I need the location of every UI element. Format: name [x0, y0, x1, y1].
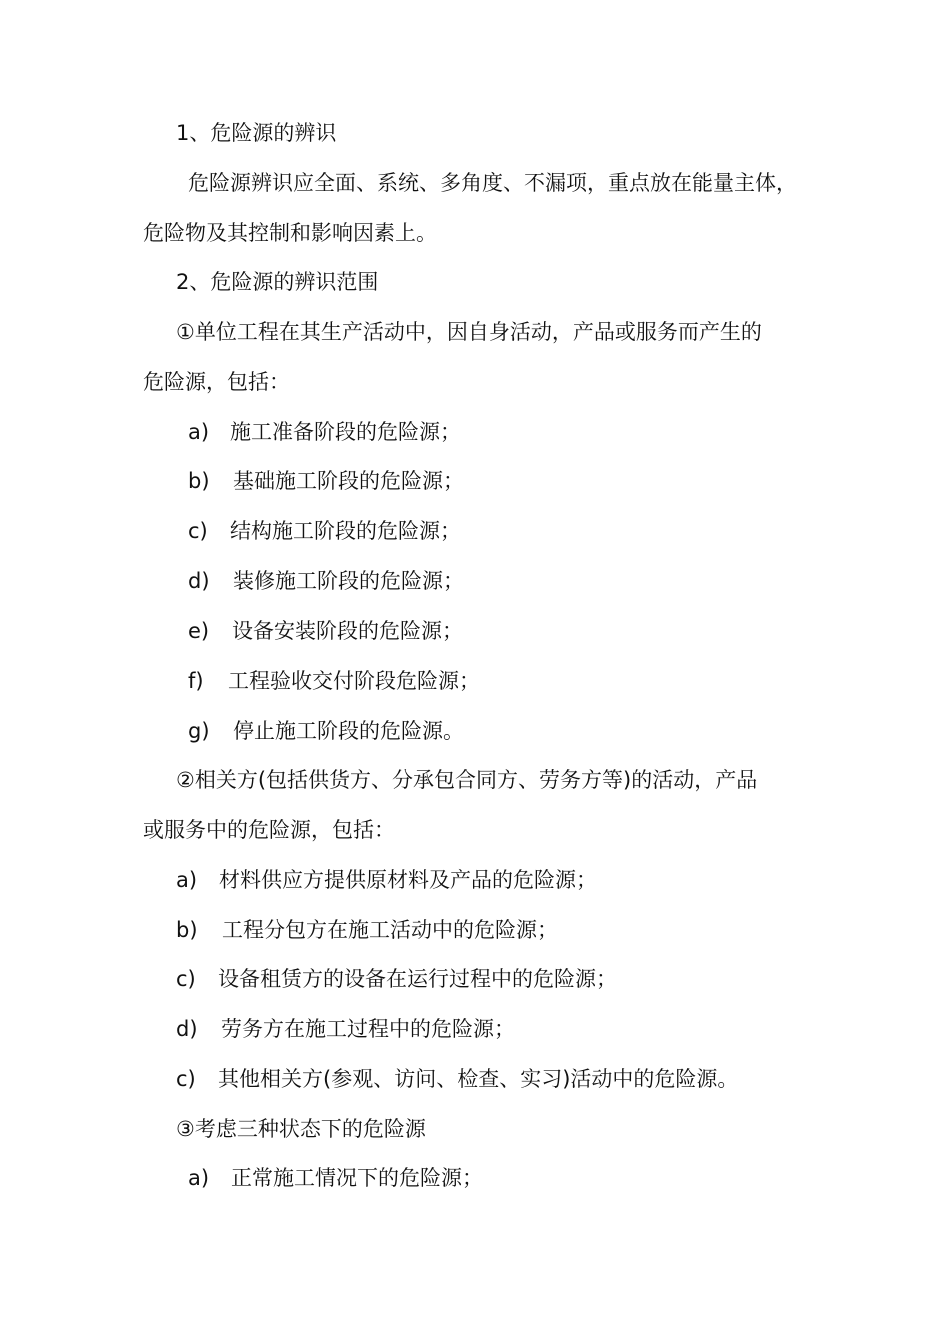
list-item-text: 正常施工情况下的危险源；	[231, 1166, 483, 1190]
list-item	[188, 468, 464, 494]
list-marker: d)	[176, 1017, 198, 1041]
list-marker: b)	[176, 918, 198, 942]
list-marker: d)	[188, 569, 210, 593]
list-marker: f)	[188, 669, 204, 693]
section-1-paragraph-line-2: 危险物及其控制和影响因素上。	[143, 221, 437, 245]
list-item	[188, 668, 480, 694]
list-item-text: 工程验收交付阶段危险源；	[228, 669, 480, 693]
list-marker: a)	[188, 420, 210, 444]
list-item	[188, 568, 464, 594]
list-item-text: 施工准备阶段的危险源；	[230, 420, 461, 444]
section-1-heading: 1、危险源的辨识	[176, 121, 337, 145]
list-item-text: 基础施工阶段的危险源；	[233, 469, 464, 493]
list-item-text: 其他相关方(参观、访问、检查、实习)活动中的危险源。	[218, 1067, 739, 1091]
list-item	[176, 1016, 515, 1042]
list-marker: b)	[188, 469, 210, 493]
list-item	[188, 718, 464, 744]
list-item-text: 设备租赁方的设备在运行过程中的危险源；	[218, 967, 617, 991]
list-item-text: 停止施工阶段的危险源。	[233, 719, 464, 743]
list-item-text: 工程分包方在施工活动中的危险源；	[222, 918, 558, 942]
list-item	[176, 867, 597, 893]
list-marker: g)	[188, 719, 210, 743]
list-item-text: 材料供应方提供原材料及产品的危险源；	[219, 868, 597, 892]
list-marker: c)	[176, 1067, 196, 1091]
item-1-line-1: ①单位工程在其生产活动中，因自身活动，产品或服务而产生的	[176, 320, 762, 344]
list-item	[176, 917, 558, 943]
item-2-line-2: 或服务中的危险源，包括：	[143, 818, 395, 842]
list-marker: a)	[176, 868, 198, 892]
item-1-line-2: 危险源，包括：	[143, 370, 290, 394]
list-item-text: 结构施工阶段的危险源；	[230, 519, 461, 543]
list-item	[188, 518, 461, 544]
list-marker: c)	[188, 519, 208, 543]
list-item	[188, 618, 463, 644]
section-1-paragraph-line-1: 危险源辨识应全面、系统、多角度、不漏项，重点放在能量主体，	[188, 171, 797, 195]
item-2-line-1: ②相关方(包括供货方、分承包合同方、劳务方等)的活动，产品	[176, 768, 758, 792]
section-2-heading: 2、危险源的辨识范围	[176, 270, 379, 294]
list-item	[176, 1066, 738, 1092]
list-item	[188, 1165, 483, 1191]
list-item-text: 劳务方在施工过程中的危险源；	[221, 1017, 515, 1041]
list-marker: a)	[188, 1166, 210, 1190]
list-marker: e)	[188, 619, 210, 643]
item-3-line-1: ③考虑三种状态下的危险源	[176, 1117, 426, 1141]
list-item	[188, 419, 461, 445]
list-marker: c)	[176, 967, 196, 991]
list-item-text: 设备安装阶段的危险源；	[232, 619, 463, 643]
list-item-text: 装修施工阶段的危险源；	[233, 569, 464, 593]
list-item	[176, 966, 617, 992]
